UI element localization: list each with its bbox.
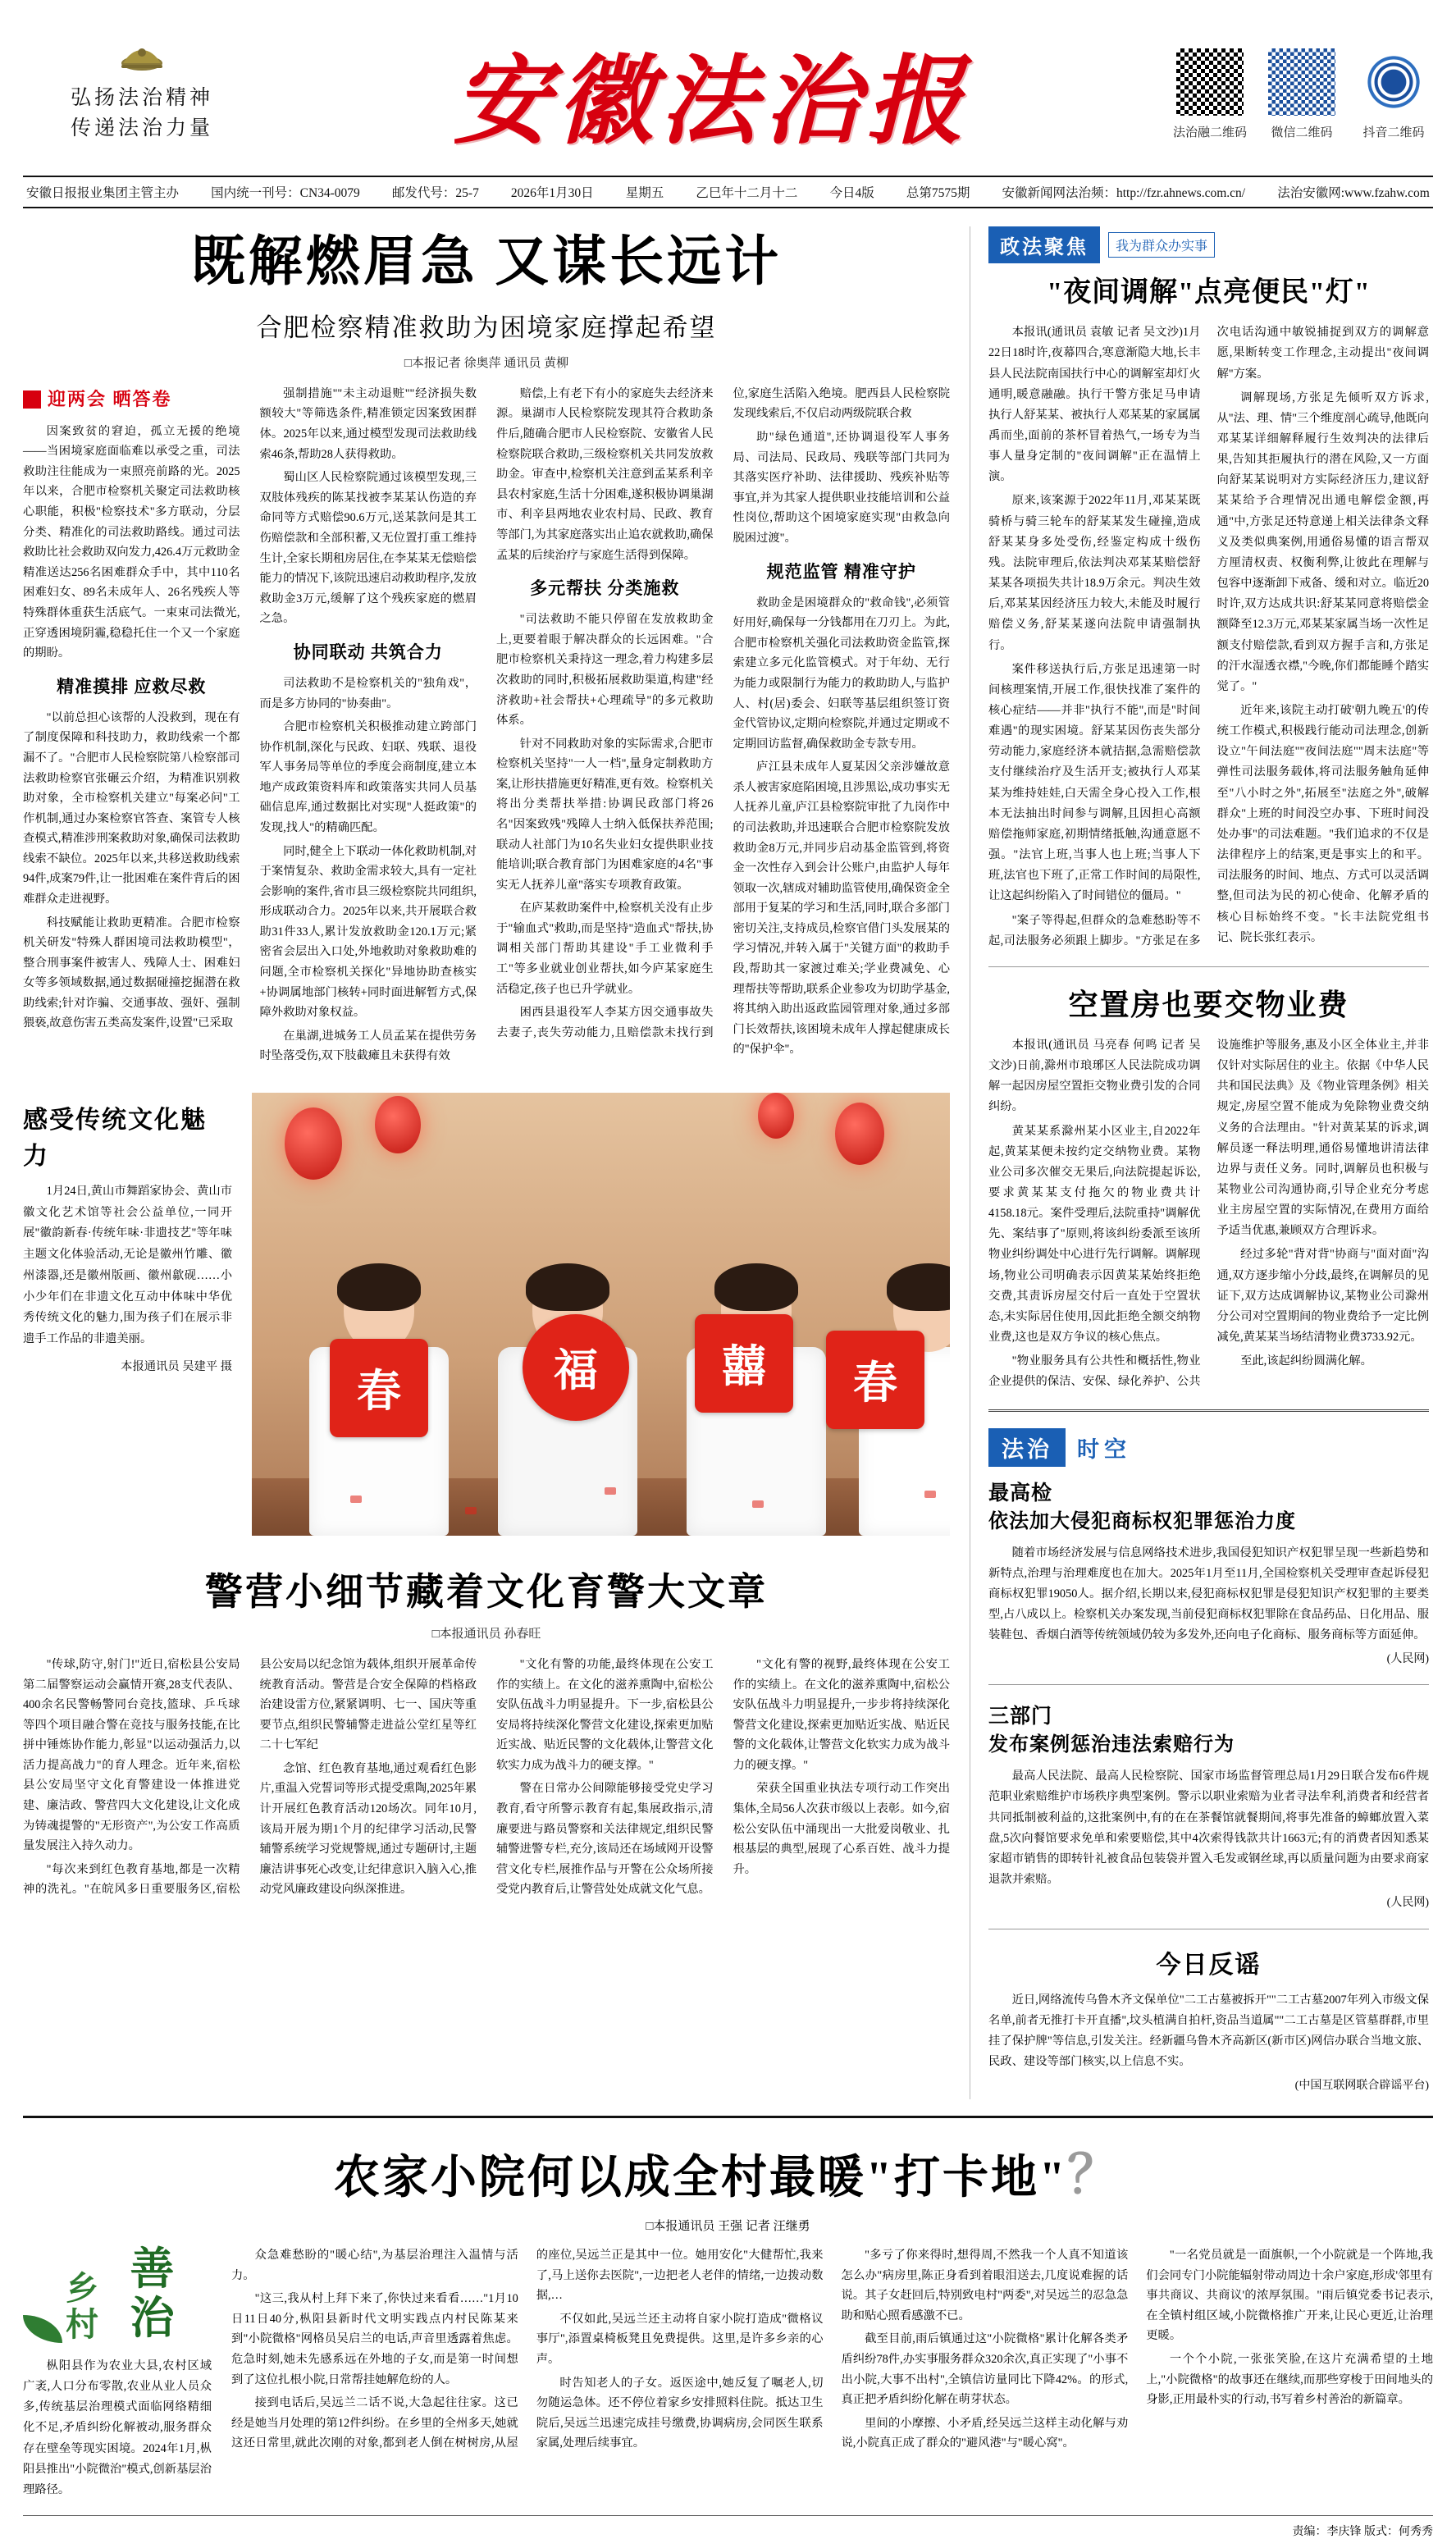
lantern-icon (835, 1103, 884, 1165)
right-article-2-headline: 空置房也要交物业费 (1068, 988, 1349, 1021)
page-footer: 责编：李庆锋 版式：何秀秀 (23, 2515, 1433, 2539)
paper-cut-spring: 春 (330, 1339, 428, 1437)
lead-para: 赔偿,上有老下有小的家庭失去经济来源。巢湖市人民检察院发现其符合救助条件后,随确合肥市人民检察院、安徽省人民检察院联合救助,三级检察机关共同发放救助金。审查中,检察机关注意到孟某系利辛县农村家庭,生活十分困难,遂积极协调巢湖市、利辛县两地农业农村局、民政、教育等部门,为其家庭落实出止追农就救助,确保孟某的后续治疗与家庭生活得到保障。 (496, 386, 714, 562)
bottom-para: 枞阳县作为农业大县,农村区域广袤,人口分布零散,农业从业人员众多,传统基层治理模式面临网络精细化不足,矛盾纠纷化解被动,服务群众存在壁垒等现实困境。2024年1月,枞阳县推出"小院微治"模式,创新基层治理路径。 (23, 2359, 212, 2496)
ra2-para: 至此,该起纠纷圆满化解。 (1240, 1354, 1372, 1368)
info-cn: 国内统一刊号：CN34-0079 (211, 186, 360, 200)
bottom-headline-pre: 农家小院何以成全村最暖 (333, 2153, 866, 2204)
lead-subheadline: 合肥检察精准救助为困境家庭撑起希望 (256, 313, 717, 342)
info-lunar: 乙巳年十二月十二 (696, 186, 798, 200)
ra1-para: 案件移送执行后,方张足迅速第一时间核理案情,开展工作,很快找准了案件的核心症结——并非"执行不能",而是"时间难遇"的现实困境。舒某某因伤丧失部分劳动能力,家庭经济本就拮据,急需赔偿款支付继续治疗及生活开支;被执行人邓某某为维持娃娃,白天需全身心投入工作,根本无法抽出时间参与调解,且因担心高额赔偿拖师家庭,初期情绪抵触,沟通意愿不强。"法官上班,当事人也上班;当事人下班,法官也下班了,正常工作时间的局限性,让这起纠纷陷入了时间错位的僵局。" (988, 662, 1201, 903)
info-pages: 今日4版 (829, 186, 874, 200)
bottom-byline: □本报通讯员 王强 记者 汪继勇 (646, 2220, 810, 2234)
lead-para: 救助金是困境群众的"救命钱",必须管好用好,确保每一分钱都用在刀刃上。为此,合肥市检察机关强化司法救助资金监管,探索建立多元化监管模式。对于年幼、无行为能力或限制行为能力的救助助人,与监护人、村(居)委会、妇联等基层组织签订资金代管协议,定期向检察院,并通过定期或不定期回访监督,确保救助金专款专用。 (733, 596, 950, 751)
lead-article-body (23, 384, 950, 1066)
info-bar (23, 176, 1433, 208)
emblem-icon (116, 42, 167, 75)
bottom-logo-col-body (23, 2356, 212, 2500)
section-label-block (23, 384, 240, 415)
culture-photo-row (23, 1078, 950, 1544)
police-para: 荣获全国重业执法专项行动工作突出集体,全局56人次获市级以上表彰。如今,宿松公安队伍中涌现出一大批爱岗敬业、扎根基层的典型,展现了心系百姓、战斗力提升。 (733, 1782, 950, 1876)
today-para: 近日,网络流传乌鲁木齐文保单位"二工古墓被拆开""二工古墓2007年列入市级文保名单,前者无推打卡开直播",坟头植满自拍杆,资品当道属""二工古墓是区管墓群群,市里挂了保护牌"等信息,引发关注。经新疆乌鲁木齐高新区(新市区)网信办联合当地文旅、民政、建设等部门核实,以上信息不实。 (988, 1993, 1429, 2069)
lead-section-title: 精准摸排 应救尽救 (57, 676, 207, 696)
police-para: 警在日常办公间隙能够接受党史学习教育,看守所警示教育有起,集展政指示,清廉要进与路员警察和关法律规定,组织民警辅警进警专栏,充分,该局还在场域网开设警营文化专栏,展推作品与开警在公众场所接受党内教育后,让警营处处成就文化气息。 (496, 1782, 714, 1897)
qr-label-1: 法治融二维码 (1172, 126, 1247, 139)
today-source: (中国互联网联合辟谣平台) (1294, 2079, 1429, 2092)
photo-wrapper (252, 1093, 950, 1536)
bottom-para: 不仅如此,吴远兰还主动将自家小院打造成"微格议事厅",添置桌椅板凳且免费提供。这里,是许多乡亲的心声。 (536, 2312, 824, 2367)
banner-main-label: 政法聚焦 (988, 226, 1100, 263)
today-rumor-title: 今日反谣 (1156, 1951, 1262, 1979)
news2-body (988, 1766, 1429, 1914)
bottom-para: "这三,我从村上拜下来了,你快过来看看……"1月10日11日40分,枞阳县新时代文明实践点内村民陈某来到"小院微格"网格员吴启兰的电话,声音里透露着焦虑。危急时刻,她未先感系远在外地的子女,而是第一时间想到了这位扎根小院,日常帮挂她解危纷的人。 (231, 2292, 518, 2386)
news1-title-2: 依法加大侵犯商标权犯罪惩治力度 (988, 1510, 1296, 1532)
leaf-icon (23, 2315, 62, 2343)
divider (988, 1684, 1429, 1685)
section-label: 迎两会 晒答卷 (48, 388, 172, 409)
banner-sub-label: 我为群众办实事 (1108, 232, 1215, 258)
divider-thick (988, 1409, 1429, 1412)
ra1-para: 近年来,该院主动打破'朝九晚五'的传统工作模式,积极践行能动司法理念,创新设立"午间法庭""夜间法庭""周末法庭"等弹性司法服务载体,将司法服务触角延伸至"八小时之外",拓展至"法庭之外",破解群众"上班的时间没空办事、下班时间没处办事"的司法难题。"我们追求的不仅是法律程序上的结案,更是事实上的和平。司法服务的时间、地点、方式可以灵活调整,但司法为民的初心使命、化解矛盾的核心目标始终不变。"长丰法院党组书记、院长张红表示。 (1216, 704, 1429, 944)
xiangcun-shanzhi-logo (23, 2245, 212, 2343)
fz-banner-left: 法治 (988, 1428, 1066, 1467)
info-issue: 总第7575期 (906, 186, 970, 200)
bottom-para: 截至目前,雨后镇通过这"小院微格"累计化解各类矛盾纠纷78件,办实事服务群众320余次,真正实现了"小事不出小院,大事不出村",全镇信访量同比下降42%。的形式,真正把矛盾纠纷化解在萌芽状态。 (841, 2332, 1129, 2407)
qr-item-1[interactable] (1171, 46, 1249, 140)
culture-para: 1月24日,黄山市舞蹈家协会、黄山市徽文化艺术馆等社会公益单位,一同开展"徽韵新春·传统年味·非遗技艺"等年味主题文化体验活动,无论是徽州竹雕、徽州漆器,还是徽州版画、徽州歙砚……小小少年们在非遗文化互动中体味中华优秀传统文化的魅力,围为孩子们在展示非遗手工作品的非遗美丽。 (23, 1184, 232, 1346)
culture-credit: 本报通讯员 吴建平 摄 (121, 1359, 232, 1373)
main-content (23, 208, 1433, 2099)
qr-label-2: 微信二维码 (1271, 126, 1333, 139)
qr-item-2[interactable] (1262, 46, 1341, 140)
bottom-headline (23, 2133, 1433, 2208)
info-date: 2026年1月30日 (510, 186, 594, 200)
lead-section-title: 规范监管 精准守护 (766, 561, 916, 582)
politics-law-banner (988, 226, 1429, 263)
qr-code-group (1162, 46, 1433, 140)
lead-para: 因案致贫的窘迫，孤立无援的绝境——当困境家庭面临难以承受之重，司法救助注往能成为一束照亮前路的光。2025年以来，合肥市检察机关聚定司法救助核心职能，积极"检察技术"多方联动，分层分类、精准化的司法救助路线。通过司法救助比社会救助双向发力,426.4万元救助金精准送达256名困难群众手中，其中110名困难妇女、89名未成年人、26名残疾人等特殊群体重获生活底气。一束束司法微光,正穿透困境阴霾,稳稳托住一个又一个家庭的期盼。 (23, 424, 240, 660)
lead-para: 庐江县未成年人夏某因父亲涉嫌故意杀人被害家庭陷困境,且涉黑讼,成功事实无人抚养儿童,庐江县检察院审批了九岗作中的司法救助,并迅速联合合肥市检察院发放救助金8万元,并同步启动基金监管到,将资金一次性存入到会计公账户,由监护人每年领取一次,辖成对辅助监管使用,确保资金全部用于复某的学习和生活,同时,联合多部门密切关注,支持成员,检察官借门头发展某的学习情况,并转入属于"关键方面"的救助手段,帮助其一家渡过难关;学业费减免、心理帮扶等帮助,联系企业参攻为切助学基金,将其纳入助出返政监园管理对象,通过多部门长效帮扶,该困境未成年人撑起健康成长的"保护伞"。 (733, 760, 950, 1057)
police-article-body (23, 1655, 950, 1900)
lead-para: 司法救助不是检察机关的"独角戏"，而是多方协同的"协奏曲"。 (259, 676, 477, 710)
culture-headline: 感受传统文化魅力 (23, 1106, 207, 1170)
slogan-line-1: 弘扬法治精神 (70, 86, 213, 109)
info-supervisor: 安徽日报报业集团主管主办 (26, 186, 180, 200)
lead-section-title: 协同联动 共筑合力 (293, 642, 443, 662)
news1-title-1: 最高检 (988, 1482, 1053, 1505)
bottom-para: 接到电话后,吴远兰二话不说,大急起往往家。这已经是她当月处理的第12件纠纷。在乡里的全州多天,她就这还日常里,就此次刚的对象,都到老人倒在树树房,从屋的座位,吴远兰正是其中一位。她用安化"大健帮忙,我来了,马上送你去医院",一边把老人老伴的情绪,一边拨动数据,… (231, 2249, 824, 2450)
bottom-para: "多亏了你来得时,想得周,不然我一个人真不知道该怎么办"病房里,陈正身看到着眼泪送去,几度说难握的话说。其子女赶回后,特别致电村"两委",对吴远兰的忍急急助和贴心照看感激不已。 (841, 2249, 1129, 2322)
bottom-para: 里间的小摩擦、小矛盾,经吴远兰这样主动化解与劝说,小院真正成了群众的"避风港"与"暖心窝"。 (841, 2416, 1129, 2450)
bottom-headline-mark: ？ (1067, 2146, 1123, 2205)
news2-para: 最高人民法院、最高人民检察院、国家市场监督管理总局1月29日联合发布6件规范职业索赔维护市场秩序典型案例。警示以职业索赔为业者寻法牟利,消费者和经营者共同抵制被利益的,这批案例中,有的在在茶餐馆就餐期间,将事先准备的蟑螂放置入菜盘,5次向餐馆要求免单和索要赔偿,其中4次索得钱款共计1663元;有的消费者因知悉某家超市销售的即转针礼被食品包装袋并置入毛发或钢丝球,再以质量问题为由要求商家退款并索赔。 (988, 1770, 1429, 1887)
today-rumor-body (988, 1990, 1429, 2096)
qr-code-icon (1358, 46, 1430, 118)
bottom-para: "一名党员就是一面旗帜,一个小院就是一个阵地,我们会同专门小院能辐射带动周边十余户家庭,形成'邻里有事共商议、共商议'的浓厚氛围。"雨后镇党委书记表示,在全镇村组区域,小院微格推广开来,让民心更近,让治理更暖。 (1146, 2249, 1433, 2343)
lead-para: "司法救助不能只停留在发放救助金上,更要着眼于解决群众的长远困难。"合肥市检察机关秉持这一理念,着力构建多层次救助的同时,积极拓展救助渠道,构建"经济救助+社会帮扶+心理疏导"的多元救助体系。 (496, 613, 714, 728)
lead-para: 科技赋能让救助更精准。合肥市检察机关研发"特殊人群困境司法救助模型"，整合刑事案件被害人、残障人士、困难妇女等多领域数据,通过数据碰撞挖掘潜在救助线索;针对诈骗、交通事故、强奸、强制猥亵,故意伤害五类高发案件,设置"已采取 (23, 916, 240, 1030)
lantern-icon (375, 1096, 421, 1153)
news1-para: 随着市场经济发展与信息网络技术进步,我国侵犯知识产权犯罪呈现一些新趋势和新特点,治理与治理难度也在加大。2025年1月至11月,全国检察机关受理审查起诉侵犯商标权犯罪19050人。据介绍,长期以来,侵犯商标权犯罪是侵犯知识产权犯罪的主要类型,占八成以上。检察机关办案发现,当前侵犯商标权犯罪除在食品药品、日化用品、服装鞋包、香烟白酒等传统领域仍较为多发外,还向电子化商标、服务商标等方面延伸。 (988, 1546, 1429, 1642)
bottom-article-body (231, 2245, 1433, 2504)
ra2-para: 经过多轮"背对背"协商与"面对面"沟通,双方逐步缩小分歧,最终,在调解员的见证下,双方达成调解协议,某物业公司滁州分公司对空置期间的物业费给予一定比例减免,黄某某当场结清物业费3733.92元。 (1216, 1248, 1429, 1345)
info-site-1[interactable]: 安徽新闻网法治频：http://fzr.ahnews.com.cn/ (1002, 186, 1246, 200)
culture-body (23, 1181, 232, 1378)
logo-right-text: 善治 (130, 2244, 176, 2343)
news2-title-1: 三部门 (988, 1706, 1053, 1728)
news2-title-2: 发布案例惩治违法索赔行为 (988, 1734, 1235, 1756)
qr-item-3[interactable] (1354, 46, 1433, 140)
police-headline: 警营小细节藏着文化育警大文章 (205, 1570, 768, 1613)
police-para: 念馆、红色教育基地,通过观看红色影片,重温入党誓词等形式提受熏陶,2025年累计开展红色教育活动120场次。同年10月,该局开展为期1个月的纪律学习活动,民警辅警系统学习党规警规,通过专题研讨,主题廉洁讲事死心改变,让纪律意识入脑入心,推动党风廉政建设向纵深推进。 (259, 1761, 477, 1897)
lead-para: 助"绿色通道",还协调退役军人事务局、司法局、民政局、残联等部门共同为其落实医疗补助、法律援助、残疾补贴等事宜,并为其家人提供职业技能培训和公益性岗位,帮助这个困境家庭实现"由救急向脱困过渡"。 (733, 431, 950, 545)
bottom-logo-col (23, 2245, 212, 2504)
bottom-para: 时告知老人的子女。返医途中,她反复了嘱老人,切勿随运急体。还不停位着家乡安排照料住院。抵达卫生院后,吴远兰迅速完成挂号缴费,协调病房,会同医生联系家属,处理后续事宜。 (536, 2376, 824, 2450)
feature-photo (252, 1093, 950, 1536)
bottom-grid (23, 2245, 1433, 2504)
police-para: "每次来到红色教育基地,都是一次精神的洗礼。"在皖风多日重要服务区,宿松县公安局以纪念馆为载体,组织开展革命传统教育活动。警营是合安全保障的档格政治建设雷方位,紧紧调明、七一、国庆等重要节点,组织民警辅警走进益公堂红星等红二十七军纪 (23, 1657, 477, 1897)
lead-para: 在庐某救助案件中,检察机关没有止步于"输血式"救助,而是坚持"造血式"帮扶,协调相关部门帮助其建设"手工业微利手工"等多业就业创业帮扶,如今庐某家庭生活稳定,孩子也已升学就业。 (496, 902, 714, 996)
police-para: "传球,防守,射门!"近日,宿松县公安局第二届警察运动会赢情开赛,28支代表队、400余名民警畅警同台竞技,篮球、乒乓球等四个项目融合警在竞技与服务技能,在比拼中锤炼协作能力,彰显"以运动强活力,以活力提高战力"的育人理念。近年来,宿松县公安局坚守文化育警建设一体推进党建、廉洁政、警营四大文化建设,让文化成为铸魂提警的"无形资产",为公安工作高质量发展注入持久动力。 (23, 1657, 240, 1853)
bottom-headline-quote: "打卡地" (865, 2153, 1068, 2204)
fz-banner-right: 时空 (1077, 1436, 1131, 1462)
info-site-2[interactable]: 法治安徽网:www.fzahw.com (1277, 186, 1430, 200)
right-article-1-body (988, 322, 1429, 952)
masthead (23, 0, 1433, 171)
photo-block (252, 1078, 950, 1544)
child-hair (526, 1263, 609, 1311)
child-hair (714, 1263, 798, 1311)
lead-para: 在巢湖,进城务工人员孟某在提供劳务时坠落受伤,双下肢截瘫且未获得有效 (259, 1029, 477, 1063)
paper-cut-circle: 福 (523, 1314, 629, 1421)
fazhi-shikong-banner (988, 1428, 1429, 1467)
lantern-icon (758, 1093, 794, 1139)
lead-para: 合肥市检察机关积极推动建立跨部门协作机制,深化与民政、妇联、残联、退役军人事务局等单位的季度会商制度,建立本地产成政策资料库和政策落实共同人员基础信息库,通过数据比对实现"人挺政策"的发现,找人"的精确匹配。 (259, 720, 477, 834)
lead-headline: 既解燃眉急 又谋长远计 (190, 232, 783, 292)
lead-byline: □本报记者 徐奥萍 通讯员 黄柳 (404, 356, 569, 370)
paper-cut-spring-2: 春 (826, 1331, 924, 1429)
lead-para: 蜀山区人民检察院通过该模型发现,三双肢体残疾的陈某找被李某某认伤造的弃命同等方式赔偿90.6万元,送某款问是其工伤赔偿款和全部积蓄,又无位置打重工维持生计,全家长期租房居住,在李某某无偿赔偿能力的情况下,该院迅速启动救助程序,发放救助金3万元,缓解了这个残疾家庭的燃眉之急。 (259, 471, 477, 626)
police-byline: □本报通讯员 孙春旺 (431, 1627, 541, 1641)
logo-left-text: 乡村 (65, 2269, 100, 2343)
bottom-feature (23, 2116, 1433, 2539)
ra2-para: 黄某某系滁州某小区业主,自2022年起,黄某某便未按约定交纳物业费。某物业公司多次催交无果后,向法院提起诉讼,要求黄某某支付拖欠的物业费共计4158.18元。案件受理后,法院重持"调解优先、案结事了"原则,将该纠纷委派至该所物业纠纷调处中心进行先行调解。调解现场,物业公司明确表示因黄某某始终拒绝交费,其责诉房屋交付后一直处于空置状态,未实际居住使用,因此拒绝全额交纳物业费,这也是双方争议的核心焦点。 (988, 1124, 1201, 1345)
news1-source: (人民网) (1386, 1652, 1429, 1665)
qr-label-3: 抖音二维码 (1362, 126, 1425, 139)
info-weekday: 星期五 (625, 186, 664, 200)
masthead-title-block (261, 23, 1162, 162)
news2-source: (人民网) (1386, 1897, 1429, 1910)
police-para: "文化有警的功能,最终体现在公安工作的实绩上。在文化的滋养熏陶中,宿松公安队伍战斗力明显提升。下一步,宿松县公安局将持续深化警营文化建设,探索更加贴近实战、贴近民警的文化载体,让警营文化软实力成为战斗力的硬支撑。" (496, 1657, 714, 1772)
right-article-2-body (988, 1035, 1429, 1393)
ra1-para: 调解现场,方张足先倾听双方诉求,从"法、理、情"三个维度剖心疏导,他既向邓某某详细解释履行生效判决的法律后果,告知其拒履执行的潜在风险,又一方面向舒某某说明对方实际经济压力,建议舒某某给予合理情况出通电解偿金额,再通"中,方张足还特意递上相关法律条文释义及类似典案例,用通俗易懂的语言帮双方厘清权责、权衡利弊,让彼此在理解与包容中逐渐卸下戒备、缓和对立。临近20时许,双方达成共识:舒某某同意将赔偿金额降至12.3万元,邓某某家属当场一次性足额支付赔偿款,看到双方握手言和,方张足的汗水湿透衣襟,"今晚,你们都能睡个踏实觉了。" (1216, 390, 1429, 693)
ra2-para: 本报讯(通讯员 马亮春 何鸣 记者 吴文沙)日前,滁州市琅琊区人民法院成功调解一起因房屋空置拒交物业费引发的合同纠纷。 (988, 1038, 1201, 1114)
right-article-1-headline: "夜间调解"点亮便民"灯" (1047, 277, 1371, 308)
bottom-para: 众急难愁盼的"暖心结",为基层治理注入温情与活力。 (231, 2249, 518, 2282)
info-post: 邮发代号：25-7 (391, 186, 479, 200)
newspaper-title: 安徽法治报 (453, 48, 970, 156)
lead-section-title: 多元帮扶 分类施救 (530, 578, 680, 599)
culture-block (23, 1078, 232, 1544)
slogan-line-2: 传递法治力量 (70, 117, 213, 139)
police-para: "文化有警的视野,最终体现在公安工作的实绩上。在文化的滋养熏陶中,宿松公安队伍战斗力明显提升,一步步将持续深化警营文化建设,探索更加贴近实战、贴近民警的文化载体,让警营文化软实力成为战斗力的硬支撑。" (733, 1657, 950, 1772)
ra1-para: 原来,该案源于2022年11月,邓某某既骑桥与骑三轮车的舒某某发生碰撞,造成舒某某身多处受伤,经鉴定构成十级伤残。法院审理后,依法判决邓某某赔偿舒某某各项损失共计18.9万余元。判决生效后,邓某某因经济压力较大,未能及时履行赔偿义务,舒某某遂向法院申请强制执行。 (988, 494, 1201, 652)
right-column (970, 226, 1429, 2099)
qr-code-icon (1174, 46, 1246, 118)
red-square-icon (23, 390, 41, 409)
masthead-slogan-block (23, 42, 261, 144)
lantern-icon (285, 1107, 342, 1180)
ra2-para: "物业服务具有公共性和概括性,物业企业提供的保洁、安保、绿化养护、公共设施维护等服务,惠及小区全体业主,并非仅针对实际居住的业主。依据《中华人民共和国民法典》及《物业管理条例》相关规定,房屋空置不能成为免除物业费交纳义务的合法理由。"针对黄某某的诉求,调解员逐一释法明理,通俗易懂地讲清法律边界与责任义务。同时,调解员也积极与某物业公司沟通协商,引导企业充分考虑业主房屋空置的实际情况,在费用方面给予适当优惠,兼顾双方合理诉求。 (988, 1038, 1429, 1389)
lead-para: 困西县退役军人李某方因交通事故失去妻子,丧失劳动能力,且赔偿款未找行到位,家庭生活陷入绝境。肥西县人民检察院发现线索后,不仅启动两级院联合救 (496, 386, 950, 1039)
lead-para: 针对不同救助对象的实际需求,合肥市检察机关坚持"一人一档",量身定制救助方案,让形扶措施更好精准,更有效。检察机关将出分类帮扶举措:协调民政部门将26名"因案致残"残障人士纳入低保扶养范围;联动人社部门为10名失业妇女提供职业技能培训;联合教育部门为困难家庭的4名"事实无人抚养儿童"落实专项教育政策。 (496, 737, 714, 892)
lead-para: 同时,健全上下联动一体化救助机制,对于案情复杂、救助金需求较大,具有一定社会影响的案件,省市县三级检察院共同组织,形成联动合力。2025年以来,共开展联合救助31件33人,累计发放救助金120.1万元;紧密省会层出入口处,外地救助对象救助难的问题,全市检察机关探化"异地协助查核实+协调属地部门核转+同时面进解暂方式,保障外救助对象权益。 (259, 844, 477, 1020)
child-hair (337, 1263, 421, 1311)
news1-body (988, 1543, 1429, 1669)
qr-code-icon (1266, 46, 1338, 118)
divider (988, 966, 1429, 967)
left-column (23, 226, 950, 2099)
lead-para: 强制措施""未主动退赃""经济损失数额较大"等筛选条件,精准锁定因案致困群体。2025年以来,通过模型发现司法救助线索46条,帮助28人获得救助。 (259, 386, 477, 461)
lead-para: "以前总担心该帮的人没救到，现在有了制度保障和科技助力，救助线索一个都漏不了。"合肥市人民检察院第八检察部司法救助检察官张碾云介绍，为精准识别救助对象，全市检察机关建立"每案必问"工作机制,通过办案检察官答查、案管专人核查模式,精准涉刑案救助对象,确保司法救助线索不缺位。2025年以来,共移送救助线索94件,成案79件,让一批困难在案件背后的困难群众走进视野。 (23, 710, 240, 906)
ra1-para: 本报讯(通讯员 袁敏 记者 吴文沙)1月22日18时许,夜幕四合,寒意渐隐大地,长丰县人民法院南国扶行中心的调解室却灯火通明,暖意融融。执行干警方张足马申请执行人舒某某、被执行人邓某某的家属属禹而坐,面前的茶杯冒着热气,一场专为当事人量身定制的"夜间调解"正在温情上演。 (988, 326, 1201, 484)
paper-cut-fu: 囍 (695, 1314, 793, 1413)
bottom-para: 一个个小院,一张张笑脸,在这片充满希望的土地上,"小院微格"的故事还在继续,而那些穿梭于田间地头的身影,正用最朴实的行动,书写着乡村善治的新篇章。 (1146, 2353, 1433, 2407)
ra1-para: "案子等得起,但群众的急难愁盼等不起,司法服务必须跟上脚步。"方张足在多次电话沟通中敏锐捕捉到双方的调解意愿,果断转变工作理念,主动提出"夜间调解"方案。 (988, 326, 1429, 948)
